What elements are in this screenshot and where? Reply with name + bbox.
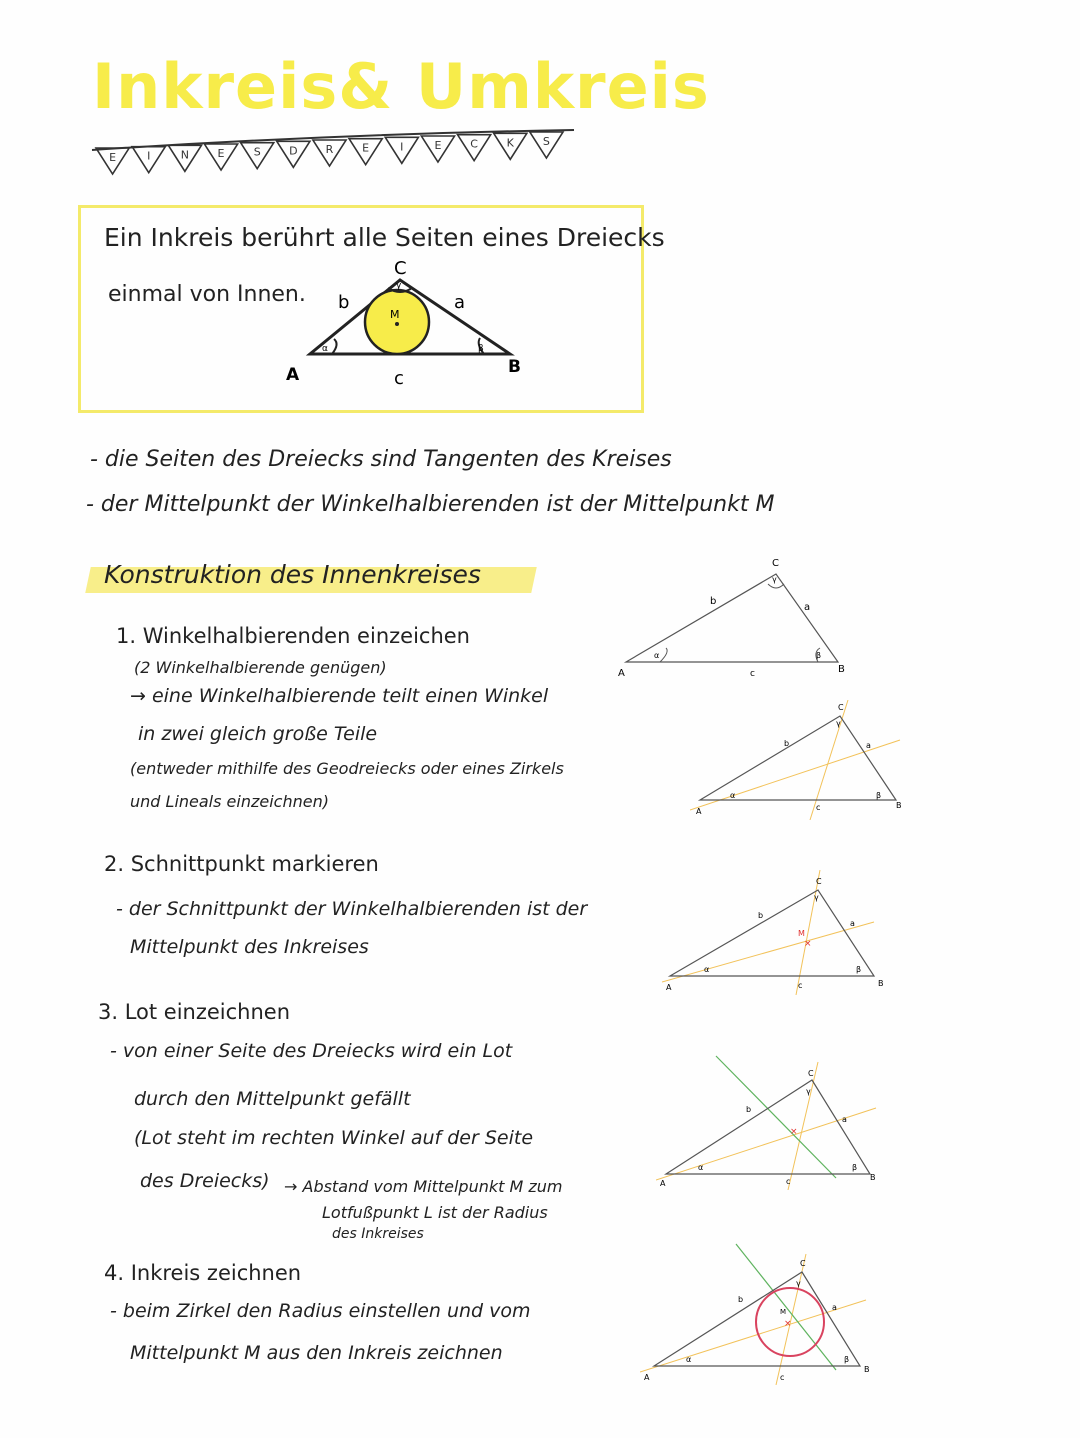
svg-text:β: β [856, 965, 862, 974]
svg-text:α: α [730, 791, 736, 800]
diagram-label-b: b [338, 292, 350, 313]
step-3-title: 3. Lot einzeichnen [98, 1000, 291, 1024]
svg-text:b: b [738, 1295, 744, 1304]
banner-letter: E [109, 151, 117, 164]
svg-text:M: M [780, 1308, 787, 1316]
svg-text:A: A [696, 807, 702, 816]
svg-text:γ: γ [836, 719, 841, 728]
svg-text:a: a [866, 741, 871, 750]
step-2-title: 2. Schnittpunkt markieren [104, 852, 379, 876]
step-1-line-5: und Lineals einzeichnen) [130, 792, 329, 811]
svg-text:α: α [686, 1355, 692, 1364]
svg-text:A: A [618, 668, 625, 679]
diagram-label-C: C [394, 258, 407, 279]
banner-letter: D [289, 144, 298, 158]
diagram-label-B: B [508, 357, 521, 377]
svg-text:β: β [844, 1355, 850, 1364]
banner-letter: E [362, 141, 370, 155]
banner-letter: S [542, 135, 550, 148]
step-1-title: 1. Winkelhalbierenden einzeichen [116, 624, 470, 648]
svg-text:C: C [816, 877, 822, 886]
svg-text:b: b [758, 911, 764, 920]
bunting-banner [88, 128, 578, 178]
fact-midpoint: - der Mittelpunkt der Winkelhalbierenden ist der Mittelpunkt M [86, 492, 775, 517]
svg-text:C: C [838, 703, 844, 712]
step-1-line-3: in zwei gleich große Teile [138, 723, 378, 745]
step-1-line-4: (entweder mithilfe des Geodreiecks oder eines Zirkels [130, 759, 564, 778]
banner-letter: E [434, 139, 442, 152]
construction-step-4-perpendicular [656, 1050, 896, 1190]
banner-letter: R [325, 143, 334, 156]
svg-text:a: a [832, 1303, 837, 1312]
step-3-line-1: - von einer Seite des Dreiecks wird ein Lot [110, 1040, 513, 1062]
banner-letter: S [253, 145, 261, 159]
svg-text:γ: γ [806, 1087, 811, 1096]
svg-text:α: α [698, 1163, 704, 1172]
svg-text:B: B [896, 801, 902, 810]
svg-text:α: α [704, 965, 710, 974]
svg-text:C: C [772, 558, 779, 569]
svg-text:c: c [798, 981, 803, 990]
svg-text:b: b [746, 1105, 752, 1114]
svg-text:c: c [750, 669, 755, 679]
svg-text:B: B [838, 664, 845, 675]
banner-letter: N [180, 148, 190, 162]
construction-step-3-midpoint [662, 870, 892, 995]
diagram-label-c: c [394, 368, 404, 389]
fact-tangents: - die Seiten des Dreiecks sind Tangenten des Kreises [90, 447, 672, 472]
step-3-line-2: durch den Mittelpunkt gefällt [134, 1088, 411, 1110]
step-3-line-4: des Dreiecks) [140, 1170, 270, 1192]
svg-text:C: C [808, 1069, 814, 1078]
construction-step-5-incircle [640, 1240, 890, 1385]
step-3-line-7: des Inkreises [332, 1226, 424, 1242]
diagram-label-A: A [286, 365, 300, 385]
svg-text:A: A [660, 1179, 666, 1188]
svg-text:B: B [870, 1173, 876, 1182]
step-3-line-3: (Lot steht im rechten Winkel auf der Seite [134, 1127, 534, 1149]
svg-text:M: M [798, 929, 805, 938]
svg-text:c: c [816, 803, 821, 812]
diagram-midpoint [395, 322, 399, 326]
svg-text:γ: γ [814, 893, 819, 902]
svg-text:β: β [816, 651, 822, 660]
step-1-line-2: → eine Winkelhalbierende teilt einen Winkel [130, 685, 549, 707]
svg-text:A: A [666, 983, 672, 992]
banner-letter: E [217, 147, 225, 160]
diagram-label-a: a [454, 292, 466, 313]
svg-text:B: B [864, 1365, 870, 1374]
svg-text:a: a [842, 1115, 847, 1124]
section-heading: Konstruktion des Innenkreises [104, 560, 481, 589]
step-1-line-1: (2 Winkelhalbierende genügen) [134, 658, 387, 677]
step-4-line-2: Mittelpunkt M aus den Inkreis zeichnen [130, 1342, 503, 1364]
svg-text:γ: γ [796, 1279, 801, 1288]
construction-step-2-angle-bisectors [690, 700, 920, 820]
diagram-label-gamma: γ [396, 281, 402, 291]
step-3-line-6: Lotfußpunkt L ist der Radius [322, 1203, 548, 1222]
incircle-diagram [280, 250, 530, 390]
banner-letter: K [506, 136, 514, 150]
svg-text:α: α [654, 651, 660, 660]
step-2-line-2: Mittelpunkt des Inkreises [130, 936, 369, 958]
step-2-line-1: - der Schnittpunkt der Winkelhalbierenden ist der [116, 898, 588, 920]
definition-text-line2: einmal von Innen. [108, 282, 306, 307]
svg-text:B: B [878, 979, 884, 988]
svg-text:c: c [780, 1373, 785, 1382]
diagram-label-M: M [390, 308, 400, 321]
svg-text:β: β [852, 1163, 858, 1172]
diagram-label-beta: β [478, 344, 484, 354]
step-4-title: 4. Inkreis zeichnen [104, 1261, 302, 1285]
step-4-line-1: - beim Zirkel den Radius einstellen und vom [110, 1300, 531, 1322]
construction-step-1-empty-triangle [618, 552, 858, 682]
banner-letter: I [400, 140, 404, 154]
diagram-label-alpha: α [322, 344, 328, 354]
svg-text:γ: γ [772, 575, 777, 584]
svg-text:×: × [804, 939, 812, 949]
page-title: Inkreis& Umkreis [92, 50, 710, 123]
banner-letter: C [470, 137, 478, 151]
svg-text:a: a [804, 602, 811, 613]
svg-text:c: c [786, 1177, 791, 1186]
svg-text:β: β [876, 791, 882, 800]
banner-letter: I [147, 149, 151, 163]
svg-text:×: × [790, 1127, 798, 1137]
definition-text-line1: Ein Inkreis berührt alle Seiten eines Dreiecks [104, 223, 665, 252]
svg-text:A: A [644, 1373, 650, 1382]
svg-text:b: b [710, 596, 717, 607]
svg-text:×: × [784, 1319, 792, 1329]
svg-text:a: a [850, 919, 855, 928]
step-3-line-5: → Abstand vom Mittelpunkt M zum [284, 1177, 563, 1196]
svg-text:C: C [800, 1259, 806, 1268]
svg-text:b: b [784, 739, 790, 748]
diagram-angle-alpha-arc [332, 339, 337, 354]
